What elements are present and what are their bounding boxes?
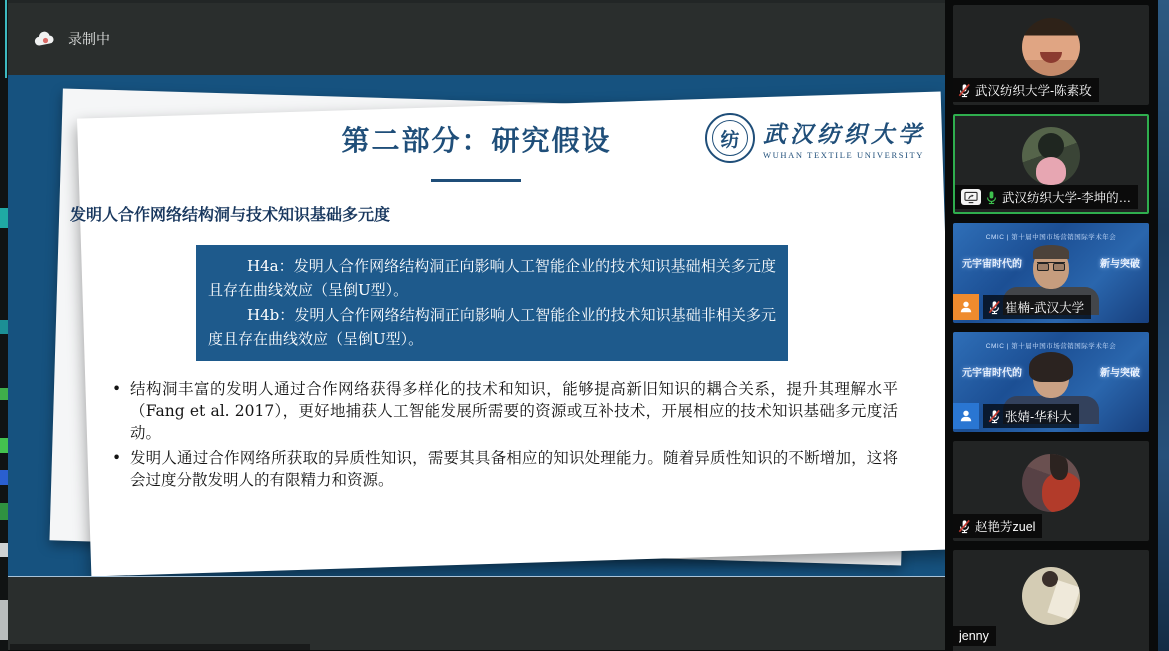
mic-muted-icon — [957, 83, 972, 98]
hypothesis-h4b: H4b：发明人合作网络结构洞正向影响人工智能企业的技术知识基础非相关多元度且存在曲线效应（呈倒U型）。 — [208, 305, 776, 348]
participant-name: 武汉纺织大学-李坤的… — [1002, 191, 1132, 205]
participant-tile[interactable] — [953, 441, 1149, 541]
participant-nameplate — [953, 294, 1091, 320]
mic-muted-icon — [957, 519, 972, 534]
participant-tile[interactable] — [953, 550, 1149, 651]
screen-share-region — [8, 0, 945, 651]
member-badge-icon — [953, 403, 979, 429]
university-name-en: WUHAN TEXTILE UNIVERSITY — [763, 150, 924, 160]
window-edge-fragment — [5, 0, 7, 78]
participant-name: 赵艳芳zuel — [975, 520, 1036, 534]
slide-content — [8, 75, 945, 577]
window-edge-fragment — [0, 543, 8, 557]
participant-tile-active-speaker[interactable] — [953, 114, 1149, 214]
mic-on-icon — [984, 190, 999, 205]
participant-nameplate — [955, 185, 1138, 209]
slide-bullet-list — [110, 378, 898, 494]
screen-share-icon — [961, 189, 981, 205]
participant-tile[interactable] — [953, 223, 1149, 323]
avatar — [1022, 18, 1080, 76]
backdrop-banner-text: CMIC | 第十届中国市场营销国际学术年会 — [985, 234, 1117, 241]
slide-title: 第二部分：研究假设 — [341, 125, 612, 156]
slide-section-heading: 发明人合作网络结构洞与技术知识基础多元度 — [70, 207, 391, 224]
window-edge-fragment — [0, 503, 8, 520]
participant-nameplate — [953, 403, 1079, 429]
window-edge-fragment — [0, 208, 8, 228]
university-logo-text — [763, 116, 925, 160]
participants-sidebar[interactable] — [945, 0, 1169, 651]
participant-name: 张婧-华科大 — [1005, 410, 1072, 424]
backdrop-banner-text: CMIC | 第十届中国市场营销国际学术年会 — [985, 343, 1117, 350]
title-underline — [431, 179, 521, 182]
window-edge-fragment — [0, 320, 8, 334]
university-name-zh: 武汉纺织大学 — [763, 121, 925, 148]
hypothesis-h4a: H4a：发明人合作网络结构洞正向影响人工智能企业的技术知识基础相关多元度且存在曲线效应（呈倒U型）。 — [208, 257, 776, 300]
participant-tile[interactable] — [953, 332, 1149, 432]
background-window-strip — [0, 0, 8, 651]
avatar — [1022, 567, 1080, 625]
bullet-item: • 结构洞丰富的发明人通过合作网络获得多样化的技术和知识，能够提高新旧知识的耦合关系，提升其理解水平（Fang et al. 2017），更好地捕获人工智能发展所需要的资源或互补技术，开展相应的技术知识基础多元度活动。 — [110, 378, 898, 444]
mic-muted-icon — [987, 300, 1002, 315]
university-logo — [705, 113, 925, 163]
participant-nameplate — [953, 514, 1042, 538]
avatar — [1022, 127, 1080, 185]
participant-name: 武汉纺织大学-陈素玫 — [975, 84, 1092, 98]
taskbar-shadow — [10, 644, 310, 650]
avatar — [1022, 454, 1080, 512]
mic-muted-icon — [987, 409, 1002, 424]
bullet-item: • 发明人通过合作网络所获取的异质性知识，需要其具备相应的知识处理能力。随着异质性知识的不断增加，这将会过度分散发明人的有限精力和资源。 — [110, 447, 898, 491]
recording-cloud-icon[interactable] — [34, 31, 56, 47]
slide-stage — [8, 75, 945, 577]
window-edge-fragment — [0, 600, 8, 640]
window-edge-fragment — [0, 438, 8, 453]
hypothesis-box — [196, 245, 788, 361]
participant-tile[interactable] — [953, 5, 1149, 105]
seal-glyph: 纺 — [720, 128, 740, 151]
backdrop-slogan-right: 新与突破 — [1100, 368, 1140, 379]
host-badge-icon — [953, 294, 979, 320]
background-window-right-strip — [1158, 0, 1169, 651]
backdrop-slogan-left: 元宇宙时代的 — [962, 259, 1022, 270]
meeting-bottom-bar — [8, 577, 945, 650]
participant-nameplate — [953, 78, 1099, 102]
backdrop-slogan-right: 新与突破 — [1100, 259, 1140, 270]
university-seal-icon — [705, 113, 755, 163]
participant-nameplate — [953, 626, 996, 646]
window-edge-fragment — [0, 388, 8, 400]
participant-name: jenny — [959, 629, 989, 643]
backdrop-slogan-left: 元宇宙时代的 — [962, 368, 1022, 379]
meeting-top-bar — [8, 0, 945, 75]
participant-name: 崔楠-武汉大学 — [1005, 301, 1085, 315]
window-edge-fragment — [0, 470, 8, 485]
glasses — [1037, 262, 1065, 270]
recording-status-label[interactable]: 录制中 — [68, 31, 110, 47]
